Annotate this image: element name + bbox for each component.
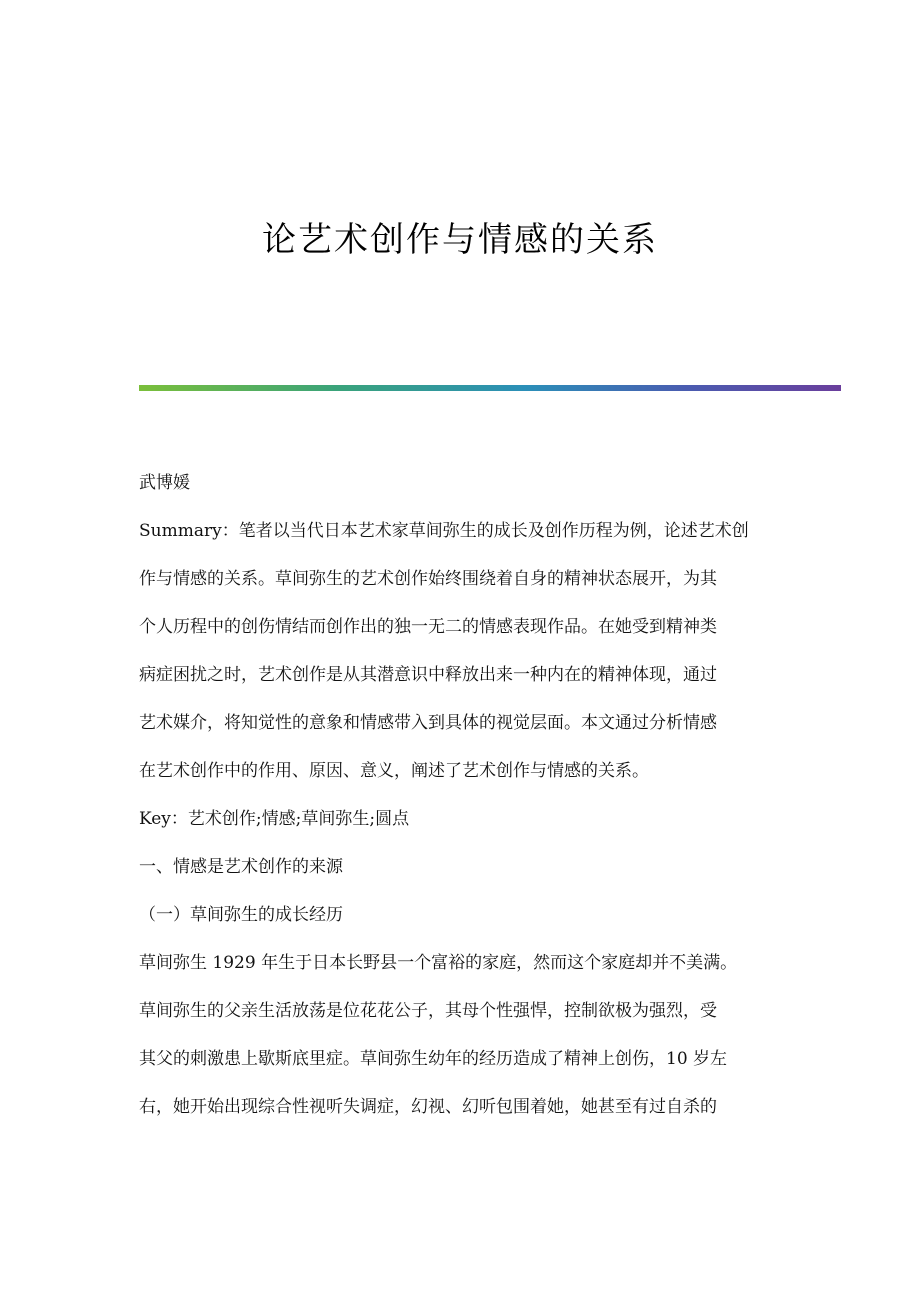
summary-line: Summary：笔者以当代日本艺术家草间弥生的成长及创作历程为例，论述艺术创 [139, 521, 749, 541]
summary-line: 作与情感的关系。草间弥生的艺术创作始终围绕着自身的精神状态展开，为其 [139, 569, 717, 589]
subsection-heading: （一）草间弥生的成长经历 [139, 905, 343, 925]
paragraph-line: 右，她开始出现综合性视听失调症，幻视、幻听包围着她，她甚至有过自杀的 [139, 1097, 717, 1117]
author-name: 武博媛 [139, 473, 190, 493]
title-divider [139, 385, 841, 391]
section-heading: 一、情感是艺术创作的来源 [139, 857, 343, 877]
summary-line: 病症困扰之时，艺术创作是从其潜意识中释放出来一种内在的精神体现，通过 [139, 665, 717, 685]
summary-line: 个人历程中的创伤情结而创作出的独一无二的情感表现作品。在她受到精神类 [139, 617, 717, 637]
summary-line: 艺术媒介，将知觉性的意象和情感带入到具体的视觉层面。本文通过分析情感 [139, 713, 717, 733]
paragraph-line: 其父的刺激患上歇斯底里症。草间弥生幼年的经历造成了精神上创伤，10 岁左 [139, 1049, 728, 1069]
document-body [139, 459, 789, 1131]
paragraph-line: 草间弥生的父亲生活放荡是位花花公子，其母个性强悍，控制欲极为强烈，受 [139, 1001, 717, 1021]
keywords-line: Key：艺术创作;情感;草间弥生;圆点 [139, 809, 410, 829]
summary-line: 在艺术创作中的作用、原因、意义，阐述了艺术创作与情感的关系。 [139, 761, 649, 781]
document-title: 论艺术创作与情感的关系 [262, 220, 658, 260]
paragraph-line: 草间弥生 1929 年生于日本长野县一个富裕的家庭，然而这个家庭却并不美满。 [139, 953, 738, 973]
